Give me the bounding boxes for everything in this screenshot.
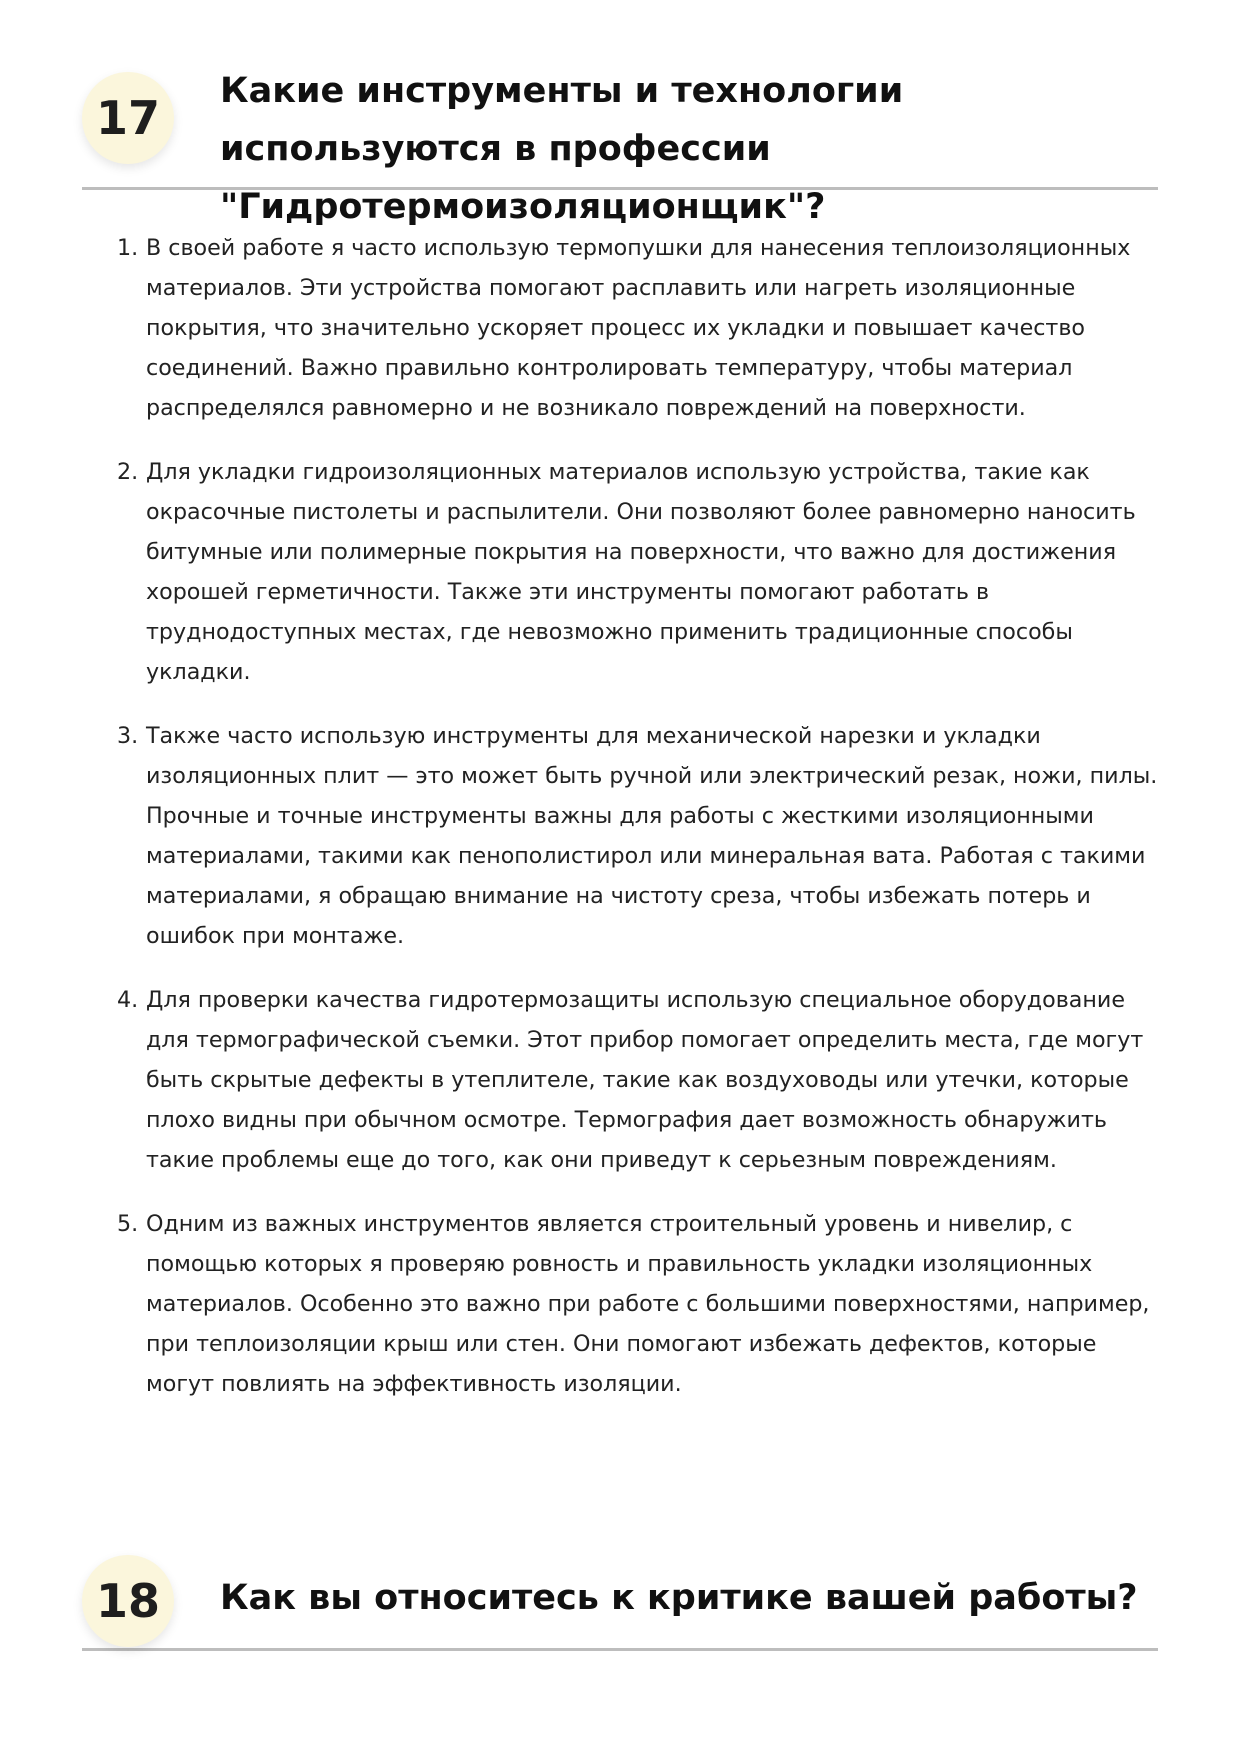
question-title: Как вы относитесь к критике вашей работы? [220, 1578, 1138, 1618]
answer-number: 1. [117, 235, 139, 261]
answer-number: 4. [117, 987, 139, 1013]
answer-text: В своей работе я часто использую термопушки для нанесения теплоизоляционных материалов. Эти устройства помогают расплавить или нагреть изоляционные покрытия, что значительно ускоряет процесс их укладки и повышает качество соединений. Важно правильно контролировать температуру, чтобы материал распределялся равномерно и не возникало повреждений на поверхности. [146, 235, 1131, 421]
answer-text: Для укладки гидроизоляционных материалов использую устройства, такие как окрасочные пистолеты и распылители. Они позволяют более равномерно наносить битумные или полимерные покрытия на поверхности, что важно для достижения хорошей герметичности. Также эти инструменты помогают работать в труднодоступных местах, где невозможно применить традиционные способы укладки. [146, 459, 1136, 685]
answer-item [110, 452, 1160, 692]
answer-number: 2. [117, 459, 139, 485]
question-17-header [82, 62, 1158, 227]
answer-text: Также часто использую инструменты для механической нарезки и укладки изоляционных плит — это может быть ручной или электрический резак, ножи, пилы. Прочные и точные инструменты важны для работы с жесткими изоляционными материалами, такими как пенополистирол или минеральная вата. Работая с такими материалами, я обращаю внимание на чистоту среза, чтобы избежать потерь и ошибок при монтаже. [146, 723, 1158, 949]
answer-item [110, 228, 1160, 428]
answer-item [110, 980, 1160, 1180]
answer-text: Для проверки качества гидротермозащиты использую специальное оборудование для термографической съемки. Этот прибор помогает определить места, где могут быть скрытые дефекты в утеплителе, такие как воздуховоды или утечки, которые плохо видны при обычном осмотре. Термография дает возможность обнаружить такие проблемы еще до того, как они приведут к серьезным повреждениям. [146, 987, 1144, 1173]
question-18-header [82, 1547, 1158, 1651]
question-number-badge: 17 [82, 72, 174, 164]
answer-text: Одним из важных инструментов является строительный уровень и нивелир, с помощью которых я проверяю ровность и правильность укладки изоляционных материалов. Особенно это важно при работе с большими поверхностями, например, при теплоизоляции крыш или стен. Они помогают избежать дефектов, которые могут повлиять на эффективность изоляции. [146, 1211, 1150, 1397]
answer-item [110, 716, 1160, 956]
question-title: Какие инструменты и технологии используются в профессии "Гидротермоизоляционщик"? [220, 71, 904, 227]
answer-list [110, 228, 1160, 1428]
answer-number: 5. [117, 1211, 139, 1237]
answer-number: 3. [117, 723, 139, 749]
answer-item [110, 1204, 1160, 1404]
question-number-badge: 18 [82, 1555, 174, 1647]
